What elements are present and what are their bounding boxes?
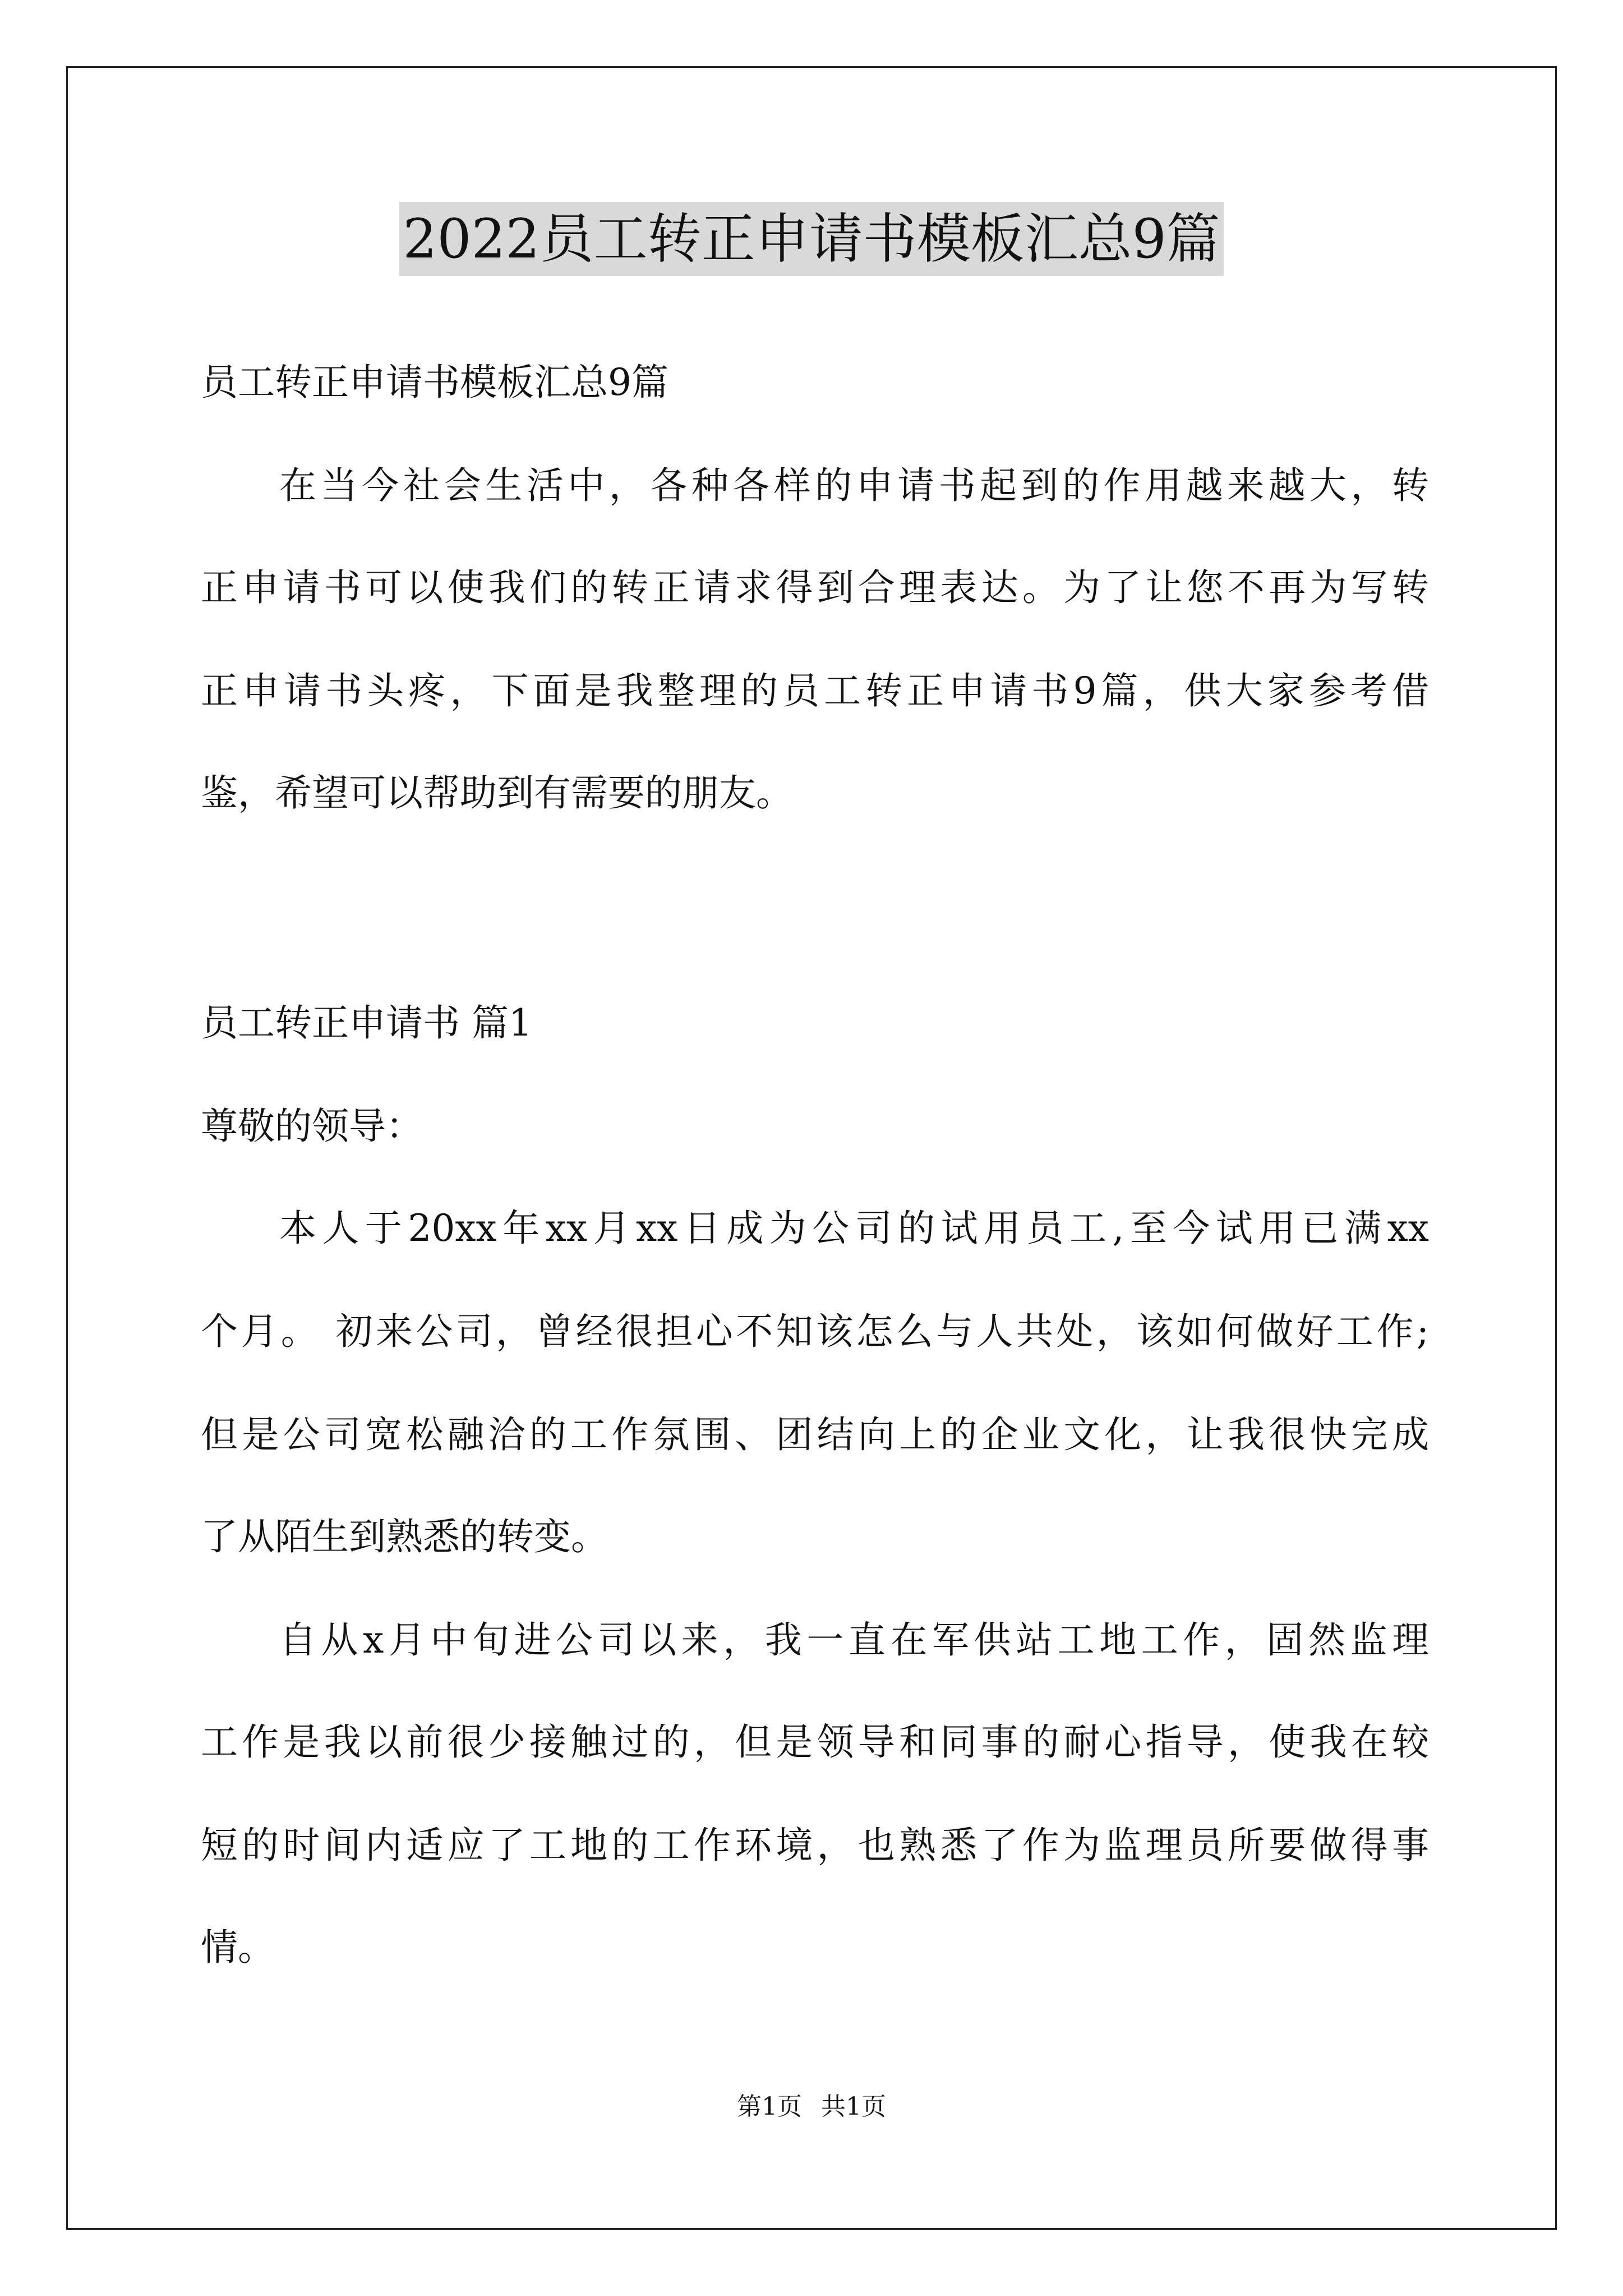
paragraph-line: 工作是我以前很少接触过的，但是领导和同事的耐心指导，使我在较 [201,1720,1429,1764]
title-container [0,202,1623,276]
paragraph-line: 自从x月中旬进公司以来，我一直在军供站工地工作，固然监理 [279,1618,1429,1662]
paragraph-line: 情。 [201,1926,275,1969]
salutation: 尊敬的领导： [201,1105,423,1148]
document-title: 2022员工转正申请书模板汇总9篇 [399,202,1223,276]
paragraph-line: 短的时间内适应了工地的工作环境，也熟悉了作为监理员所要做得事 [201,1824,1429,1867]
page-total: 共1页 [821,2092,886,2121]
paragraph-line: 正申请书可以使我们的转正请求得到合理表达。为了让您不再为写转 [201,566,1429,609]
paragraph-line: 正申请书头疼，下面是我整理的员工转正申请书9篇，供大家参考借 [201,669,1429,712]
paragraph-line: 个月。 初来公司，曾经很担心不知该怎么与人共处，该如何做好工作; [201,1310,1429,1353]
page-footer [0,2091,1623,2123]
paragraph-line: 本人于20xx年xx月xx日成为公司的试用员工,至今试用已满xx [279,1207,1429,1250]
paragraph-line: 在当今社会生活中，各种各样的申请书起到的作用越来越大，转 [279,464,1429,507]
section-heading: 员工转正申请书 篇1 [201,1001,532,1045]
subtitle-line: 员工转正申请书模板汇总9篇 [201,361,668,404]
paragraph-line: 鉴，希望可以帮助到有需要的朋友。 [201,771,793,815]
page-number: 第1页 [737,2092,802,2121]
paragraph-line: 但是公司宽松融洽的工作氛围、团结向上的企业文化，让我很快完成 [201,1413,1429,1456]
paragraph-line: 了从陌生到熟悉的转变。 [201,1515,608,1558]
